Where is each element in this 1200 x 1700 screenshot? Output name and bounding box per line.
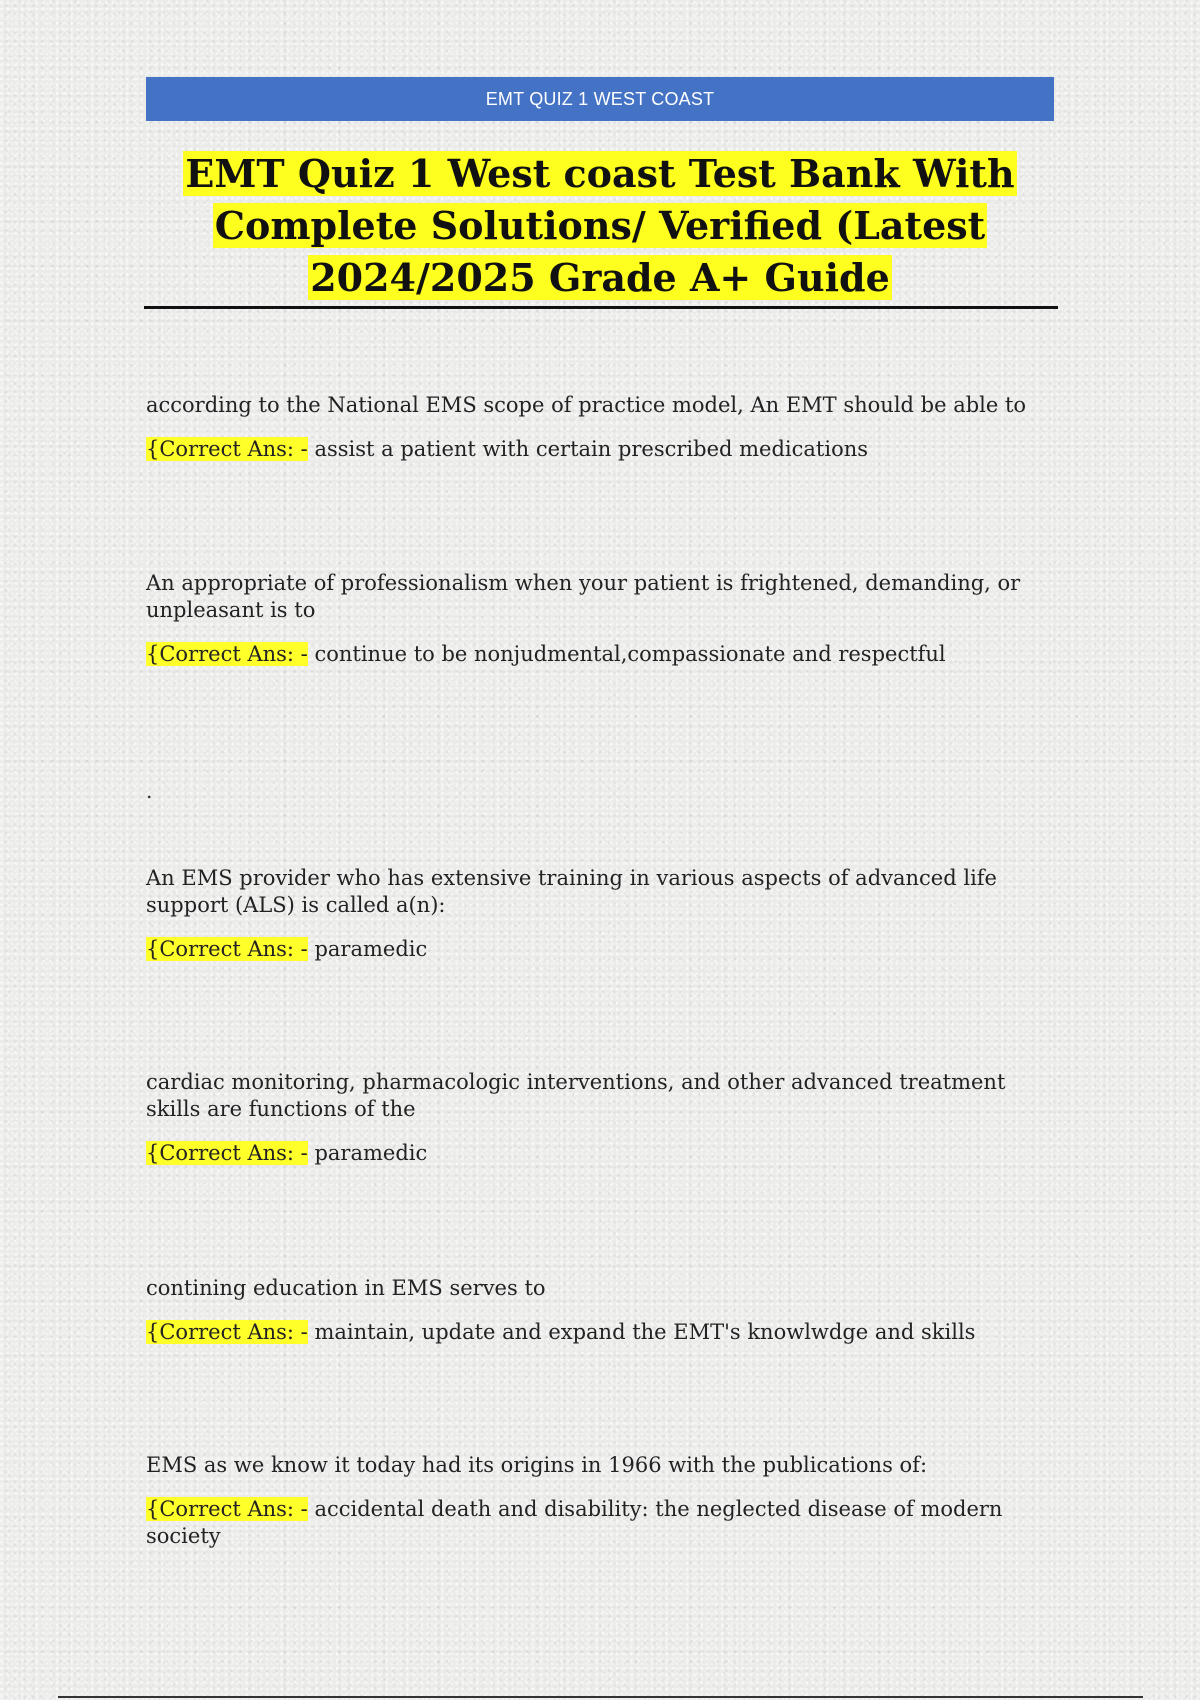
question-text: An EMS provider who has extensive training in various aspects of advanced life support (ALS) is called a(n):	[146, 866, 997, 917]
qa-item-4	[146, 1069, 1046, 1167]
document-header-bar	[146, 77, 1054, 121]
qa-item-1	[146, 392, 1046, 463]
question-text: contining education in EMS serves to	[146, 1276, 546, 1300]
answer-text: paramedic	[314, 1141, 428, 1165]
question-text: according to the National EMS scope of practice model, An EMT should be able to	[146, 393, 1027, 417]
document-title	[146, 148, 1054, 304]
answer-line	[146, 436, 1046, 463]
stray-period-mark: .	[146, 779, 153, 803]
qa-item-3	[146, 865, 1046, 963]
qa-item-6	[146, 1452, 1046, 1550]
correct-answer-label: {Correct Ans: -	[146, 937, 308, 961]
answer-line	[146, 1319, 1046, 1346]
title-line-2: Complete Solutions/ Verified (Latest	[214, 203, 986, 248]
question-text: EMS as we know it today had its origins in 1966 with the publications of:	[146, 1453, 928, 1477]
correct-answer-label: {Correct Ans: -	[146, 1320, 308, 1344]
title-divider	[144, 306, 1058, 309]
footer-divider	[58, 1696, 1143, 1698]
title-line-3: 2024/2025 Grade A+ Guide	[310, 255, 890, 300]
title-line-1: EMT Quiz 1 West coast Test Bank With	[185, 151, 1015, 196]
correct-answer-label: {Correct Ans: -	[146, 1141, 308, 1165]
answer-line	[146, 1496, 1046, 1550]
qa-item-5	[146, 1275, 1046, 1346]
answer-text: paramedic	[314, 937, 428, 961]
header-bar-text: EMT QUIZ 1 WEST COAST	[485, 88, 715, 109]
question-text: An appropriate of professionalism when your patient is frightened, demanding, or unpleasant is to	[146, 571, 1021, 622]
answer-text: continue to be nonjudmental,compassionate and respectful	[314, 642, 946, 666]
answer-line	[146, 641, 1046, 668]
qa-item-2	[146, 570, 1046, 668]
question-text: cardiac monitoring, pharmacologic interventions, and other advanced treatment skills are functions of the	[146, 1070, 1006, 1121]
answer-line	[146, 936, 1046, 963]
correct-answer-label: {Correct Ans: -	[146, 642, 308, 666]
answer-line	[146, 1140, 1046, 1167]
answer-text: maintain, update and expand the EMT's knowlwdge and skills	[314, 1320, 976, 1344]
correct-answer-label: {Correct Ans: -	[146, 437, 308, 461]
correct-answer-label: {Correct Ans: -	[146, 1497, 308, 1521]
answer-text: assist a patient with certain prescribed medications	[314, 437, 869, 461]
answer-text: accidental death and disability: the neglected disease of modern society	[146, 1497, 1003, 1548]
